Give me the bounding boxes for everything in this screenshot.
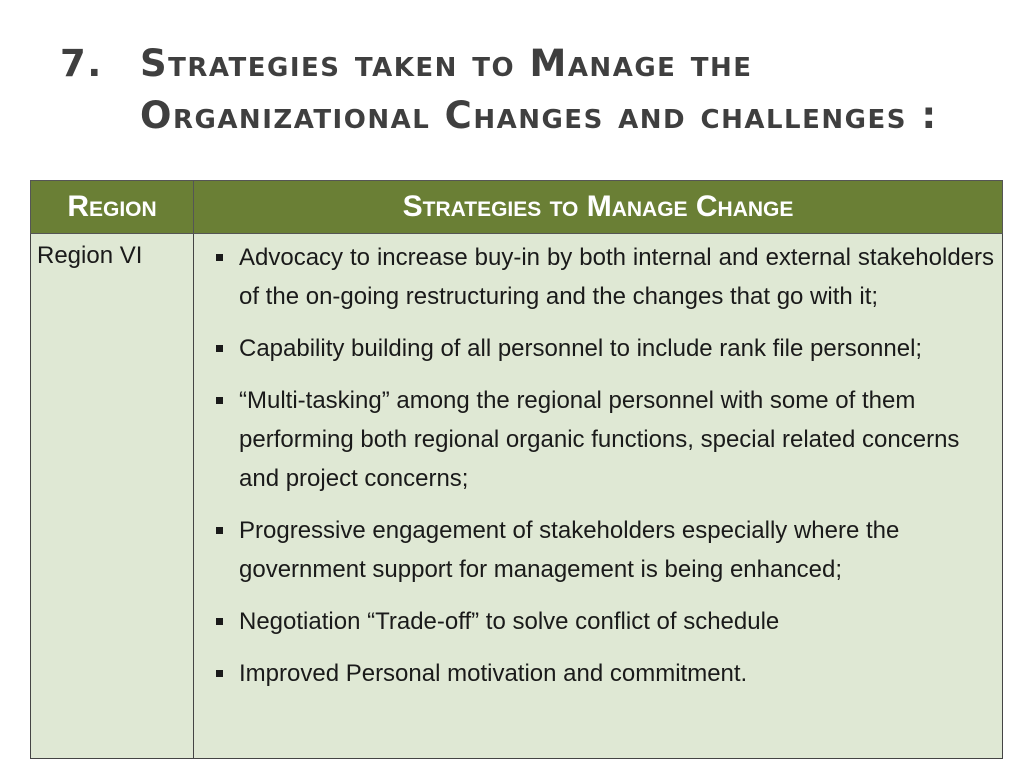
strategy-text: Advocacy to increase buy-in by both internal and external stakeholders of the on-going restructuring and the changes that go with it; — [239, 244, 994, 310]
square-bullet-icon — [216, 345, 223, 352]
strategy-text: Improved Personal motivation and commitment. — [239, 660, 748, 687]
strategy-item — [214, 511, 994, 589]
square-bullet-icon — [216, 397, 223, 404]
strategy-text: Progressive engagement of stakeholders especially where the government support for management is being enhanced; — [239, 517, 900, 583]
strategy-item — [214, 329, 994, 368]
square-bullet-icon — [216, 527, 223, 534]
table-header-row — [31, 181, 1003, 234]
square-bullet-icon — [216, 254, 223, 261]
header-strategies: Strategies to Manage Change — [194, 181, 1003, 234]
strategy-item — [214, 381, 994, 498]
header-region: Region — [31, 181, 194, 234]
strategy-list — [214, 238, 994, 693]
strategy-item — [214, 238, 994, 316]
strategies-cell — [194, 234, 1003, 759]
title-number: 7. — [60, 42, 103, 85]
title-text: Strategies taken to Manage the Organizational Changes and challenges : — [140, 42, 938, 137]
strategy-text: Negotiation “Trade-off” to solve conflict of schedule — [239, 608, 780, 635]
square-bullet-icon — [216, 618, 223, 625]
strategy-text: “Multi-tasking” among the regional personnel with some of them performing both regional organic functions, special related concerns and project concerns; — [239, 387, 960, 492]
strategy-item — [214, 654, 994, 693]
strategy-text: Capability building of all personnel to include rank file personnel; — [239, 335, 923, 362]
region-cell: Region VI — [31, 234, 194, 759]
square-bullet-icon — [216, 670, 223, 677]
slide-title — [60, 38, 1000, 142]
strategy-table — [30, 180, 1003, 759]
table-row — [31, 234, 1003, 759]
strategy-item — [214, 602, 994, 641]
